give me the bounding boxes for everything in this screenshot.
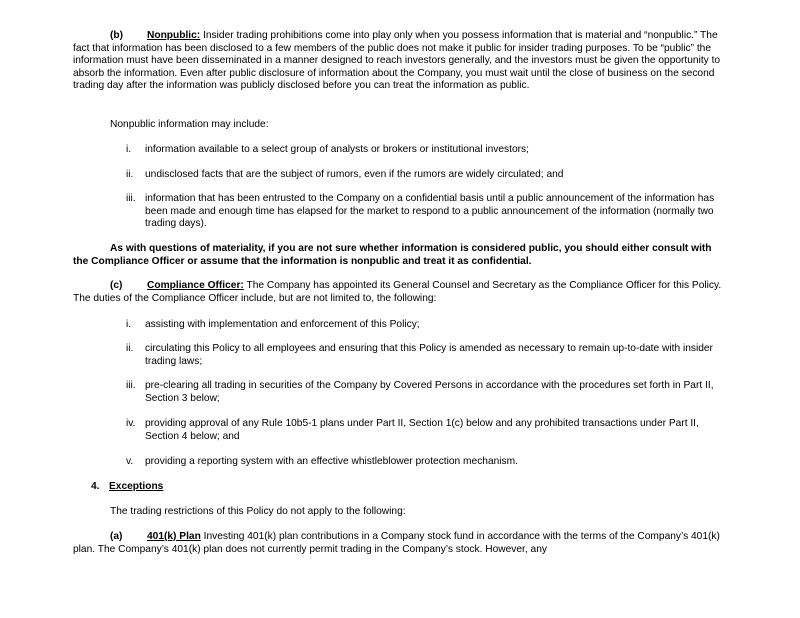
section-c-heading: Compliance Officer: — [147, 280, 244, 291]
list-item — [126, 456, 722, 469]
section-b-text: Insider trading prohibitions come into play only when you possess information that is material and “nonpublic.” The fact that information has been disclosed to a few members of the public does not make it public for insider trading purposes. To be “public” the information must have been disseminated in a manner designed to reach investors generally, and the investors must be given the opportunity to absorb the information. Even after public disclosure of information about the Company, you must wait until the close of business on the second trading day after the information was publicly disclosed before you can treat the information as public. — [73, 30, 721, 92]
list-item-number: ii. — [126, 169, 134, 180]
list-item — [126, 169, 722, 182]
section-a-text: Investing 401(k) plan contributions in a Company stock fund in accordance with the terms of the Company’s 401(k) plan. The Company’s 401(k) plan does not currently permit trading in the Company’s stock. However, any — [73, 531, 720, 555]
list-item — [126, 144, 722, 157]
list-item — [126, 418, 722, 443]
list-item-text: assisting with implementation and enforcement of this Policy; — [145, 319, 420, 330]
list-item-number: iv. — [126, 418, 136, 429]
list-item-number: i. — [126, 319, 132, 330]
section-a-paragraph — [73, 531, 723, 556]
section-4-number: 4. — [91, 481, 100, 492]
section-b-heading: Nonpublic: — [147, 30, 201, 41]
list-item — [126, 319, 722, 332]
list-item-text: undisclosed facts that are the subject of rumors, even if the rumors are widely circulated; and — [145, 169, 564, 180]
list-item-number: v. — [126, 456, 134, 467]
list-item-number: iii. — [126, 380, 136, 391]
list-item-text: information available to a select group of analysts or brokers or institutional investors; — [145, 144, 529, 155]
section-b-label: (b) — [110, 30, 124, 41]
list-item — [126, 193, 722, 231]
list-item-text: information that has been entrusted to the Company on a confidential basis until a public announcement of the information has been made and enough time has elapsed for the market to respond to a public announcement of the information (normally two trading days). — [145, 193, 715, 230]
section-a-label: (a) — [110, 531, 123, 542]
confidentiality-paragraph: As with questions of materiality, if you are not sure whether information is considered public, you should either consult with the Compliance Officer or assume that the information is nonpublic and treat it as confidential. — [73, 243, 712, 267]
list-item-text: providing a reporting system with an effective whistleblower protection mechanism. — [145, 456, 518, 467]
section-c-label: (c) — [110, 280, 123, 291]
section-c-paragraph — [73, 280, 723, 305]
list-item-text: circulating this Policy to all employees and ensuring that this Policy is amended as necessary to remain up-to-date with insider trading laws; — [145, 343, 713, 367]
section-c-text: The Company has appointed its General Counsel and Secretary as the Compliance Officer for this Policy. The duties of the Compliance Officer include, but are not limited to, the following: — [73, 280, 722, 304]
exceptions-intro: The trading restrictions of this Policy do not apply to the following: — [110, 506, 406, 517]
list-item-number: ii. — [126, 343, 134, 354]
nonpublic-intro: Nonpublic information may include: — [110, 119, 269, 130]
list-item — [126, 380, 722, 405]
list-item-number: i. — [126, 144, 132, 155]
list-item-text: providing approval of any Rule 10b5-1 plans under Part II, Section 1(c) below and any prohibited transactions under Part II, Section 4 below; and — [145, 418, 699, 442]
section-b-paragraph — [73, 30, 723, 93]
section-a-heading: 401(k) Plan — [147, 531, 201, 542]
list-item — [126, 343, 722, 368]
list-item-number: iii. — [126, 193, 136, 204]
list-item-text: pre-clearing all trading in securities of the Company by Covered Persons in accordance with the procedures set forth in Part II, Section 3 below; — [145, 380, 714, 404]
section-4-title: Exceptions — [109, 481, 164, 492]
